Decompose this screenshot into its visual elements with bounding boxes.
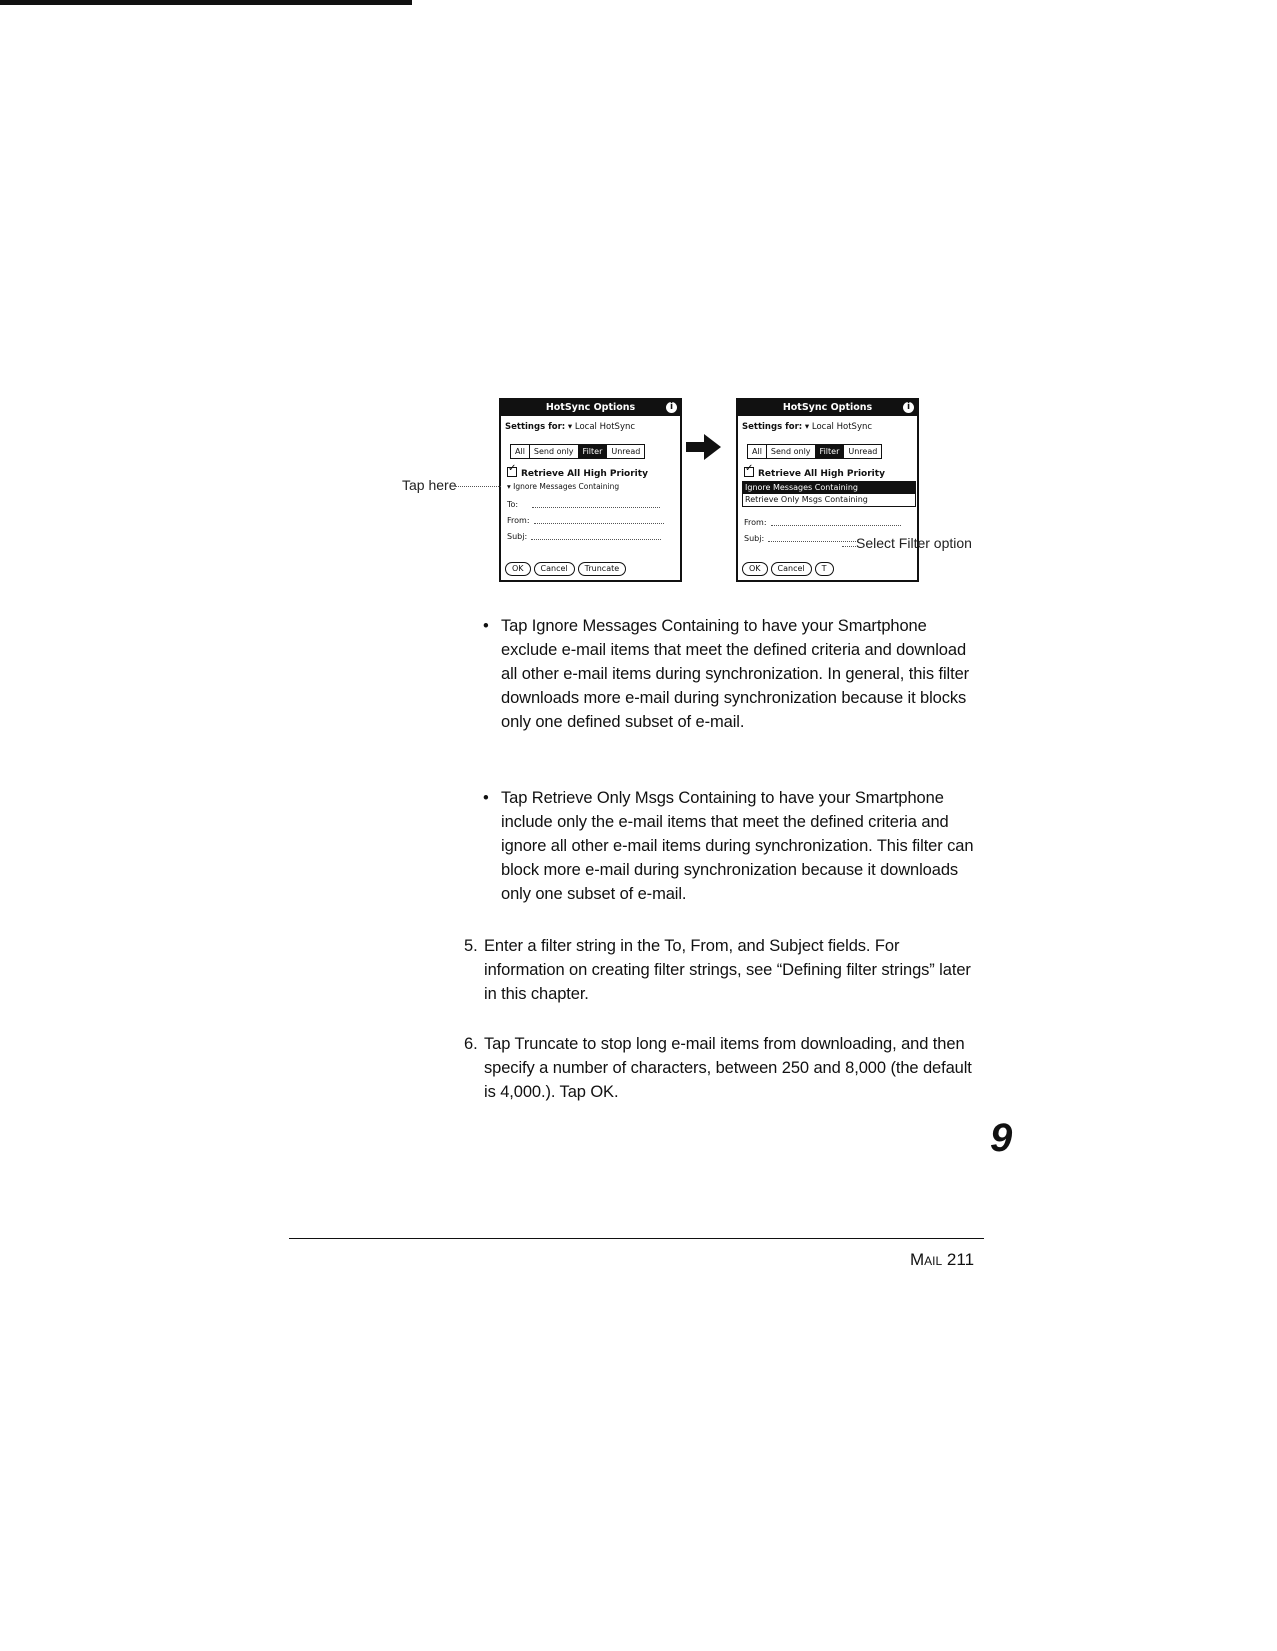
top-rule [0, 0, 412, 5]
subj-field[interactable] [744, 534, 858, 543]
from-input-line[interactable] [771, 525, 901, 526]
footer-page-number: 211 [946, 1250, 975, 1269]
info-icon[interactable]: i [666, 402, 677, 413]
bullet-ignore-messages [483, 614, 983, 734]
to-label: To: [507, 500, 519, 509]
settings-row [505, 422, 635, 432]
filter-tabs [510, 444, 645, 459]
tab-unread[interactable]: Unread [611, 447, 641, 456]
bullet-text: Tap Retrieve Only Msgs Containing to have your Smartphone include only the e-mail items that meet the defined criteria and ignore all other e-mail items during synchronization. This filter can block more e-mail during synchronization because it downloads only one subset of e-mail. [501, 789, 974, 903]
chapter-number: 9 [990, 1116, 1013, 1160]
subj-label: Subj: [744, 534, 765, 543]
checkbox-checked-icon [744, 467, 754, 477]
settings-dropdown[interactable]: ▾ Local HotSync [567, 422, 636, 432]
tap-here-callout: Tap here [402, 477, 457, 493]
checkbox-checked-icon [507, 467, 517, 477]
from-label: From: [507, 516, 530, 525]
filter-option-dropdown[interactable]: ▾ Ignore Messages Containing [507, 482, 620, 491]
from-input-line[interactable] [534, 523, 664, 524]
popup-option-retrieve[interactable]: Retrieve Only Msgs Containing [745, 495, 868, 504]
screen-title-bar [501, 400, 680, 416]
step-text: Enter a filter string in the To, From, and Subject fields. For information on creating filter strings, see “Defining filter strings” later in this chapter. [484, 937, 971, 1003]
button-row [742, 562, 834, 576]
checkbox-label: Retrieve All High Priority [521, 469, 648, 479]
tab-send-only[interactable]: Send only [530, 445, 579, 458]
cancel-button[interactable]: Cancel [534, 562, 575, 576]
to-field[interactable] [507, 500, 660, 509]
hotsync-options-screen-before [499, 398, 682, 582]
tab-filter[interactable]: Filter [579, 445, 608, 458]
step-5 [464, 934, 984, 1006]
from-field[interactable] [744, 518, 901, 527]
tab-all[interactable]: All [748, 445, 767, 458]
step-number: 6. [464, 1035, 478, 1053]
footer-rule [289, 1238, 984, 1239]
ok-button[interactable]: OK [505, 562, 531, 576]
bullet-retrieve-only [483, 786, 983, 906]
filter-tabs [747, 444, 882, 459]
truncate-button[interactable]: Truncate [578, 562, 627, 576]
ok-button[interactable]: OK [742, 562, 768, 576]
subj-label: Subj: [507, 532, 528, 541]
high-priority-checkbox[interactable] [744, 467, 885, 479]
cancel-button[interactable]: Cancel [771, 562, 812, 576]
step-number: 5. [464, 937, 478, 955]
settings-label: Settings for: [505, 422, 566, 432]
tap-here-leader-line [455, 486, 501, 487]
button-row [505, 562, 626, 576]
tab-unread[interactable]: Unread [848, 447, 878, 456]
step-text: Tap Truncate to stop long e-mail items from downloading, and then specify a number of characters, between 250 and 8,000 (the default is 4,000.). Tap OK. [484, 1035, 972, 1101]
hotsync-options-screen-after [736, 398, 919, 582]
screen-title: HotSync Options [545, 402, 636, 413]
bullet-symbol: • [483, 789, 489, 807]
arrow-right-icon [686, 432, 722, 462]
footer-label [910, 1250, 974, 1270]
tab-all[interactable]: All [511, 445, 530, 458]
tab-send-only[interactable]: Send only [767, 445, 816, 458]
settings-row [742, 422, 872, 432]
screen-title: HotSync Options [782, 402, 873, 413]
from-label: From: [744, 518, 767, 527]
footer-section: Mail [910, 1250, 943, 1269]
tab-filter[interactable]: Filter [816, 445, 845, 458]
to-input-line[interactable] [532, 507, 660, 508]
info-icon[interactable]: i [903, 402, 914, 413]
subj-field[interactable] [507, 532, 661, 541]
bullet-text: Tap Ignore Messages Containing to have your Smartphone exclude e-mail items that meet the defined criteria and download all other e-mail items during synchronization. In general, this filter downloads more e-mail during synchronization because it blocks only one defined subset of e-mail. [501, 617, 970, 731]
step-6 [464, 1032, 984, 1104]
checkbox-label: Retrieve All High Priority [758, 469, 885, 479]
settings-dropdown[interactable]: ▾ Local HotSync [804, 422, 873, 432]
high-priority-checkbox[interactable] [507, 467, 648, 479]
select-filter-callout: Select Filter option [856, 535, 972, 551]
from-field[interactable] [507, 516, 664, 525]
subj-input-line[interactable] [531, 539, 661, 540]
settings-label: Settings for: [742, 422, 803, 432]
bullet-symbol: • [483, 617, 489, 635]
truncate-button[interactable]: T [815, 562, 834, 576]
popup-option-ignore[interactable]: Ignore Messages Containing [743, 482, 915, 494]
subj-input-line[interactable] [768, 541, 858, 542]
screen-title-bar [738, 400, 917, 416]
filter-option-popup [742, 481, 916, 507]
